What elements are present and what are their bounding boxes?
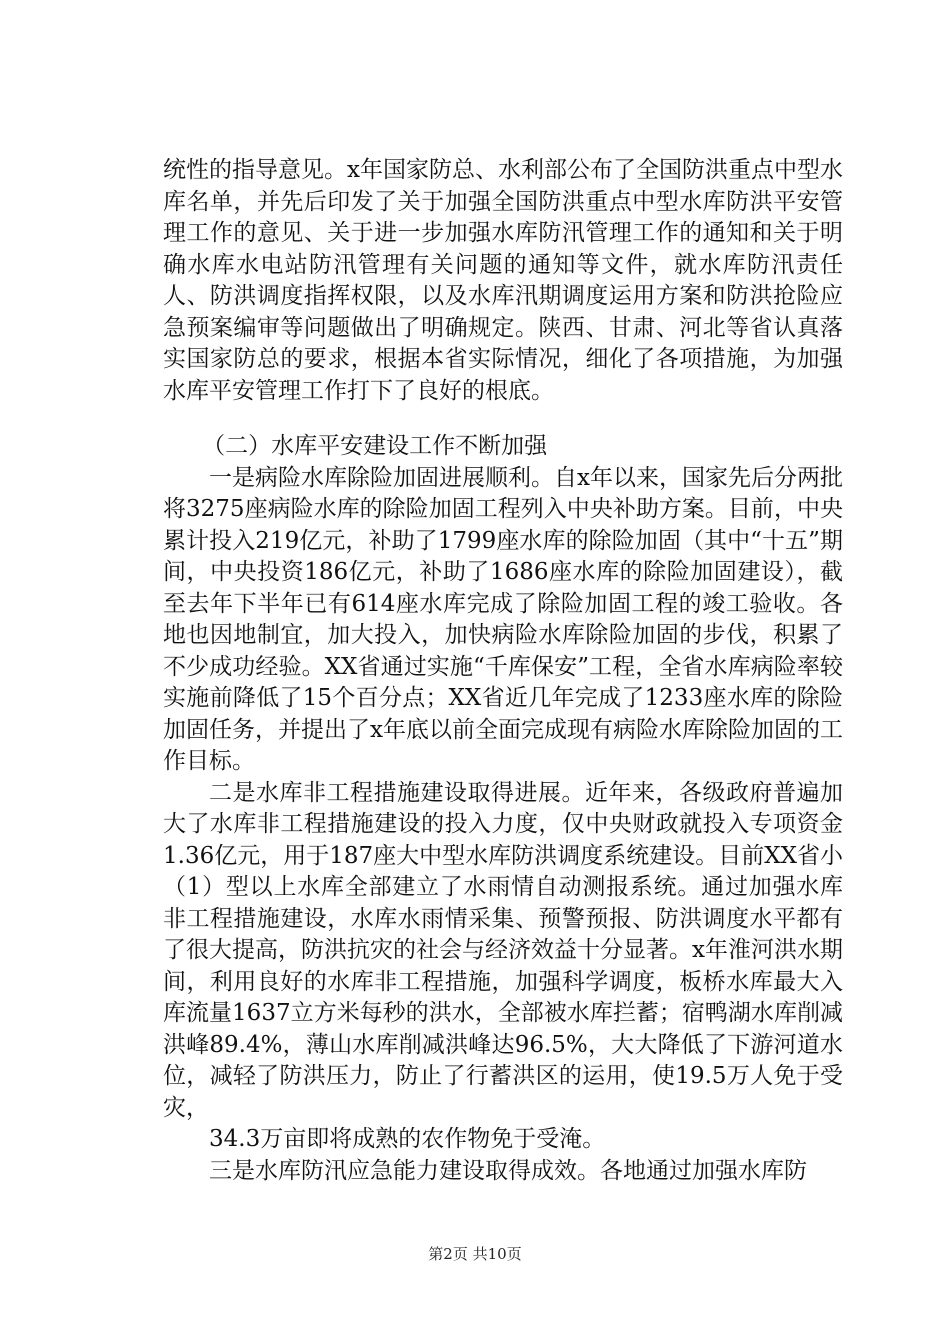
paragraph-crops: 34.3万亩即将成熟的农作物免于受淹。: [209, 1126, 606, 1152]
paragraph-reinforcement: 一是病险水库除险加固进展顺利。自x年以来，国家先后分两批将3275座病险水库的除险加固工程列入中央补助方案。目前，中央累计投入219亿元，补助了1799座水库的除险加固（其中“十五”期间，中央投资186亿元，补助了1686座水库的除险加固建设），截至去年下半年已有614座水库完成了除险加固工程的竣工验收。各地也因地制宜，加大投入，加快病险水库除险加固的步伐，积累了不少成功经验。XX省通过实施“千库保安”工程，全省水库病险率较实施前降低了15个百分点；XX省近几年完成了1233座水库的除险加固任务，并提出了x年底以前全面完成现有病险水库除险加固的工作目标。: [163, 464, 843, 774]
section-heading: （二）水库平安建设工作不断加强: [202, 433, 548, 459]
paragraph-guidance: 统性的指导意见。x年国家防总、水利部公布了全国防洪重点中型水库名单，并先后印发了关于加强全国防洪重点中型水库防洪平安管理工作的意见、关于进一步加强水库防汛管理工作的通知和关于明确水库水电站防汛管理有关问题的通知等文件，就水库防汛责任人、防洪调度指挥权限，以及水库汛期调度运用方案和防洪抢险应急预案编审等问题做出了明确规定。陕西、甘肃、河北等省认真落实国家防总的要求，根据本省实际情况，细化了各项措施，为加强水库平安管理工作打下了良好的根底。: [163, 157, 843, 404]
page-number-footer: 第2页 共10页: [428, 1245, 522, 1263]
document-body: [163, 155, 843, 1187]
paragraph-non-engineering: 二是水库非工程措施建设取得进展。近年来，各级政府普遍加大了水库非工程措施建设的投入力度，仅中央财政就投入专项资金1.36亿元，用于187座大中型水库防洪调度系统建设。目前XX省小（1）型以上水库全部建立了水雨情自动测报系统。通过加强水库非工程措施建设，水库水雨情采集、预警预报、防洪调度水平都有了很大提高，防洪抗灾的社会与经济效益十分显著。x年淮河洪水期间，利用良好的水库非工程措施，加强科学调度，板桥水库最大入库流量1637立方米每秒的洪水，全部被水库拦蓄；宿鸭湖水库削减洪峰89.4%，薄山水库削减洪峰达96.5%，大大降低了下游河道水位，减轻了防洪压力，防止了行蓄洪区的运用，使19.5万人免于受灾，: [163, 779, 843, 1121]
paragraph-emergency: 三是水库防汛应急能力建设取得成效。各地通过加强水库防: [209, 1157, 807, 1184]
